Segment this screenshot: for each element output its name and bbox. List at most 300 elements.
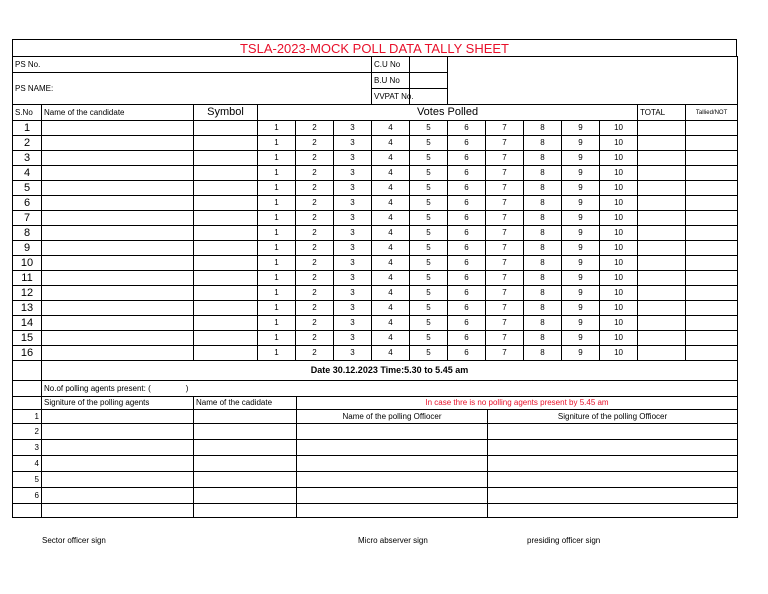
vote-number-cell[interactable]: 7 bbox=[486, 301, 524, 316]
candidate-sno: 14 bbox=[13, 316, 42, 331]
candidate-sno: 12 bbox=[13, 286, 42, 301]
candidate-symbol-cell[interactable] bbox=[194, 151, 258, 166]
agent-sign-cell[interactable] bbox=[42, 456, 194, 472]
agent-sign-cell[interactable] bbox=[42, 424, 194, 440]
candidate-name-cell[interactable] bbox=[42, 271, 194, 286]
vote-number-cell[interactable]: 2 bbox=[296, 226, 334, 241]
candidate-row bbox=[13, 301, 738, 316]
vote-number-cell[interactable]: 9 bbox=[562, 226, 600, 241]
vote-number-cell[interactable]: 10 bbox=[600, 301, 638, 316]
candidate-name-cell[interactable] bbox=[42, 196, 194, 211]
candidate-name-cell[interactable] bbox=[42, 301, 194, 316]
vote-number-cell[interactable]: 2 bbox=[296, 211, 334, 226]
candidate-symbol-cell[interactable] bbox=[194, 121, 258, 136]
vote-number-cell[interactable]: 5 bbox=[410, 211, 448, 226]
vote-number-cell[interactable]: 4 bbox=[372, 301, 410, 316]
vote-number-cell[interactable]: 1 bbox=[258, 241, 296, 256]
total-cell[interactable] bbox=[638, 136, 686, 151]
tallied-cell[interactable] bbox=[686, 166, 738, 181]
vote-number-cell[interactable]: 5 bbox=[410, 136, 448, 151]
vote-number-cell[interactable]: 4 bbox=[372, 286, 410, 301]
vote-number-cell[interactable]: 6 bbox=[448, 196, 486, 211]
candidate-symbol-cell[interactable] bbox=[194, 346, 258, 361]
vote-number-cell[interactable]: 4 bbox=[372, 181, 410, 196]
vote-number-cell[interactable]: 1 bbox=[258, 181, 296, 196]
vote-number-cell[interactable]: 7 bbox=[486, 316, 524, 331]
vote-number-cell[interactable]: 3 bbox=[334, 196, 372, 211]
vote-number-cell[interactable]: 9 bbox=[562, 256, 600, 271]
candidate-symbol-cell[interactable] bbox=[194, 136, 258, 151]
candidate-symbol-cell[interactable] bbox=[194, 286, 258, 301]
candidate-symbol-cell[interactable] bbox=[194, 316, 258, 331]
vote-number-cell[interactable]: 8 bbox=[524, 181, 562, 196]
vote-number-cell[interactable]: 7 bbox=[486, 211, 524, 226]
vote-number-cell[interactable]: 4 bbox=[372, 316, 410, 331]
candidate-row bbox=[13, 196, 738, 211]
vote-number-cell[interactable]: 2 bbox=[296, 136, 334, 151]
vote-number-cell[interactable]: 6 bbox=[448, 271, 486, 286]
total-cell[interactable] bbox=[638, 286, 686, 301]
votes-table bbox=[12, 104, 738, 361]
vote-number-cell[interactable]: 5 bbox=[410, 286, 448, 301]
vote-number-cell[interactable]: 7 bbox=[486, 151, 524, 166]
vvpat-no-label: VVPAT No. bbox=[372, 89, 410, 105]
candidate-name-cell[interactable] bbox=[42, 121, 194, 136]
vote-number-cell[interactable]: 8 bbox=[524, 331, 562, 346]
candidate-symbol-cell[interactable] bbox=[194, 166, 258, 181]
candidate-row bbox=[13, 346, 738, 361]
total-cell[interactable] bbox=[638, 331, 686, 346]
candidate-name-cell[interactable] bbox=[42, 316, 194, 331]
tallied-cell[interactable] bbox=[686, 181, 738, 196]
agent-row bbox=[13, 440, 738, 456]
vote-number-cell[interactable]: 2 bbox=[296, 271, 334, 286]
candidate-name-cell[interactable] bbox=[42, 241, 194, 256]
vote-number-cell[interactable]: 6 bbox=[448, 316, 486, 331]
vote-number-cell[interactable]: 7 bbox=[486, 136, 524, 151]
agent-sign-cell[interactable] bbox=[42, 488, 194, 504]
candidate-symbol-cell[interactable] bbox=[194, 301, 258, 316]
officer-sign-cell[interactable] bbox=[488, 472, 738, 488]
tallied-cell[interactable] bbox=[686, 301, 738, 316]
vote-number-cell[interactable]: 4 bbox=[372, 196, 410, 211]
vote-number-cell[interactable]: 4 bbox=[372, 211, 410, 226]
candidate-sno: 2 bbox=[13, 136, 42, 151]
vote-number-cell[interactable]: 9 bbox=[562, 241, 600, 256]
bu-no-field[interactable] bbox=[410, 73, 448, 89]
candidate-symbol-cell[interactable] bbox=[194, 211, 258, 226]
candidate-row bbox=[13, 211, 738, 226]
vote-number-cell[interactable]: 7 bbox=[486, 241, 524, 256]
vote-number-cell[interactable]: 1 bbox=[258, 301, 296, 316]
vote-number-cell[interactable]: 8 bbox=[524, 136, 562, 151]
candidate-symbol-cell[interactable] bbox=[194, 271, 258, 286]
vote-number-cell[interactable]: 5 bbox=[410, 271, 448, 286]
vote-number-cell[interactable]: 8 bbox=[524, 226, 562, 241]
total-cell[interactable] bbox=[638, 256, 686, 271]
vote-number-cell[interactable]: 5 bbox=[410, 301, 448, 316]
agent-sign-cell[interactable] bbox=[42, 410, 194, 424]
tallied-cell[interactable] bbox=[686, 151, 738, 166]
vote-number-cell[interactable]: 6 bbox=[448, 211, 486, 226]
cu-no-label: C.U No bbox=[372, 57, 410, 73]
vote-number-cell[interactable]: 4 bbox=[372, 331, 410, 346]
vote-number-cell[interactable]: 1 bbox=[258, 271, 296, 286]
candidate-name-cell[interactable] bbox=[42, 226, 194, 241]
vote-number-cell[interactable]: 1 bbox=[258, 196, 296, 211]
vote-number-cell[interactable]: 10 bbox=[600, 241, 638, 256]
vote-number-cell[interactable]: 2 bbox=[296, 256, 334, 271]
agent-sign-label: Signiture of the polling agents bbox=[42, 397, 194, 410]
vote-number-cell[interactable]: 9 bbox=[562, 211, 600, 226]
tallied-cell[interactable] bbox=[686, 226, 738, 241]
candidate-name-cell[interactable] bbox=[42, 331, 194, 346]
vote-number-cell[interactable]: 3 bbox=[334, 346, 372, 361]
candidate-name-cell[interactable] bbox=[42, 181, 194, 196]
vote-number-cell[interactable]: 3 bbox=[334, 301, 372, 316]
officer-sign-cell[interactable] bbox=[488, 456, 738, 472]
vote-number-cell[interactable]: 8 bbox=[524, 196, 562, 211]
vote-number-cell[interactable]: 8 bbox=[524, 286, 562, 301]
candidate-symbol-cell[interactable] bbox=[194, 241, 258, 256]
vote-number-cell[interactable]: 9 bbox=[562, 286, 600, 301]
vote-number-cell[interactable]: 1 bbox=[258, 226, 296, 241]
vote-number-cell[interactable]: 6 bbox=[448, 151, 486, 166]
vote-number-cell[interactable]: 2 bbox=[296, 166, 334, 181]
total-cell[interactable] bbox=[638, 121, 686, 136]
ps-no-label: PS No. bbox=[13, 57, 372, 73]
candidate-row bbox=[13, 316, 738, 331]
sector-officer-sign: Sector officer sign bbox=[42, 536, 106, 545]
vote-number-cell[interactable]: 8 bbox=[524, 121, 562, 136]
cu-no-field[interactable] bbox=[410, 57, 448, 73]
agent-candidate-cell[interactable] bbox=[194, 440, 297, 456]
candidate-row bbox=[13, 271, 738, 286]
vote-number-cell[interactable]: 3 bbox=[334, 136, 372, 151]
officer-sign-label: Signiture of the polling Offiocer bbox=[488, 410, 738, 424]
tallied-cell[interactable] bbox=[686, 286, 738, 301]
vote-number-cell[interactable]: 9 bbox=[562, 136, 600, 151]
no-agents-note: In case thre is no polling agents present by 5.45 am bbox=[297, 397, 738, 410]
officer-sign-cell[interactable] bbox=[488, 488, 738, 504]
tallied-cell[interactable] bbox=[686, 121, 738, 136]
officer-name-cell[interactable] bbox=[297, 440, 488, 456]
vote-number-cell[interactable]: 9 bbox=[562, 196, 600, 211]
vote-number-cell[interactable]: 7 bbox=[486, 331, 524, 346]
vote-number-cell[interactable]: 5 bbox=[410, 331, 448, 346]
vote-number-cell[interactable]: 8 bbox=[524, 166, 562, 181]
vote-number-cell[interactable]: 3 bbox=[334, 241, 372, 256]
candidate-sno: 8 bbox=[13, 226, 42, 241]
vote-number-cell[interactable]: 8 bbox=[524, 271, 562, 286]
vote-number-cell[interactable]: 6 bbox=[448, 256, 486, 271]
tallied-cell[interactable] bbox=[686, 316, 738, 331]
bu-no-label: B.U No bbox=[372, 73, 410, 89]
vote-number-cell[interactable]: 9 bbox=[562, 271, 600, 286]
officer-name-cell[interactable] bbox=[297, 472, 488, 488]
vote-number-cell[interactable]: 1 bbox=[258, 346, 296, 361]
vote-number-cell[interactable]: 10 bbox=[600, 151, 638, 166]
agent-candidate-cell[interactable] bbox=[194, 424, 297, 440]
vote-number-cell[interactable]: 9 bbox=[562, 301, 600, 316]
vote-number-cell[interactable]: 3 bbox=[334, 226, 372, 241]
vote-number-cell[interactable]: 10 bbox=[600, 121, 638, 136]
candidate-symbol-cell[interactable] bbox=[194, 331, 258, 346]
vote-number-cell[interactable]: 6 bbox=[448, 226, 486, 241]
vote-number-cell[interactable]: 3 bbox=[334, 256, 372, 271]
candidate-sno: 13 bbox=[13, 301, 42, 316]
vote-number-cell[interactable]: 7 bbox=[486, 166, 524, 181]
officer-name-cell[interactable] bbox=[297, 488, 488, 504]
vote-number-cell[interactable]: 8 bbox=[524, 151, 562, 166]
officer-name-cell[interactable] bbox=[297, 456, 488, 472]
vote-number-cell[interactable]: 1 bbox=[258, 331, 296, 346]
agent-candidate-cell[interactable] bbox=[194, 410, 297, 424]
vote-number-cell[interactable]: 6 bbox=[448, 331, 486, 346]
vote-number-cell[interactable]: 1 bbox=[258, 151, 296, 166]
candidate-name-cell[interactable] bbox=[42, 151, 194, 166]
vote-number-cell[interactable]: 8 bbox=[524, 211, 562, 226]
candidate-row bbox=[13, 256, 738, 271]
candidate-sno: 5 bbox=[13, 181, 42, 196]
vote-number-cell[interactable]: 4 bbox=[372, 136, 410, 151]
vote-number-cell[interactable]: 4 bbox=[372, 346, 410, 361]
vote-number-cell[interactable]: 4 bbox=[372, 166, 410, 181]
vote-number-cell[interactable]: 1 bbox=[258, 166, 296, 181]
vote-number-cell[interactable]: 6 bbox=[448, 121, 486, 136]
symbol-header: Symbol bbox=[194, 105, 258, 121]
total-cell[interactable] bbox=[638, 181, 686, 196]
candidate-name-cell[interactable] bbox=[42, 136, 194, 151]
vote-number-cell[interactable]: 9 bbox=[562, 121, 600, 136]
vote-number-cell[interactable]: 1 bbox=[258, 211, 296, 226]
agent-candidate-cell[interactable] bbox=[194, 472, 297, 488]
vote-number-cell[interactable]: 6 bbox=[448, 346, 486, 361]
vote-number-cell[interactable]: 8 bbox=[524, 241, 562, 256]
agents-table bbox=[12, 360, 738, 518]
vote-number-cell[interactable]: 2 bbox=[296, 301, 334, 316]
agent-sign-cell[interactable] bbox=[42, 440, 194, 456]
candidate-symbol-cell[interactable] bbox=[194, 256, 258, 271]
candidate-name-cell[interactable] bbox=[42, 256, 194, 271]
candidate-row bbox=[13, 241, 738, 256]
vote-number-cell[interactable]: 5 bbox=[410, 151, 448, 166]
candidate-row bbox=[13, 286, 738, 301]
vote-number-cell[interactable]: 6 bbox=[448, 301, 486, 316]
vote-number-cell[interactable]: 1 bbox=[258, 136, 296, 151]
vote-number-cell[interactable]: 5 bbox=[410, 181, 448, 196]
vote-number-cell[interactable]: 9 bbox=[562, 331, 600, 346]
vote-number-cell[interactable]: 6 bbox=[448, 286, 486, 301]
vote-number-cell[interactable]: 4 bbox=[372, 271, 410, 286]
vote-number-cell[interactable]: 5 bbox=[410, 196, 448, 211]
candidate-symbol-cell[interactable] bbox=[194, 226, 258, 241]
candidate-symbol-cell[interactable] bbox=[194, 196, 258, 211]
vote-number-cell[interactable]: 10 bbox=[600, 196, 638, 211]
tallied-cell[interactable] bbox=[686, 331, 738, 346]
vote-number-cell[interactable]: 9 bbox=[562, 181, 600, 196]
total-cell[interactable] bbox=[638, 271, 686, 286]
agent-candidate-cell[interactable] bbox=[194, 488, 297, 504]
candidate-sno: 4 bbox=[13, 166, 42, 181]
vote-number-cell[interactable]: 4 bbox=[372, 226, 410, 241]
vote-number-cell[interactable]: 3 bbox=[334, 316, 372, 331]
vote-number-cell[interactable]: 8 bbox=[524, 316, 562, 331]
vote-number-cell[interactable]: 2 bbox=[296, 331, 334, 346]
agents-present-close: ) bbox=[185, 383, 189, 393]
vote-number-cell[interactable]: 9 bbox=[562, 166, 600, 181]
vote-number-cell[interactable]: 9 bbox=[562, 151, 600, 166]
vote-number-cell[interactable]: 3 bbox=[334, 181, 372, 196]
vote-number-cell[interactable]: 2 bbox=[296, 316, 334, 331]
vote-number-cell[interactable]: 3 bbox=[334, 211, 372, 226]
vote-number-cell[interactable]: 6 bbox=[448, 181, 486, 196]
vote-number-cell[interactable]: 9 bbox=[562, 316, 600, 331]
vote-number-cell[interactable]: 2 bbox=[296, 181, 334, 196]
vote-number-cell[interactable]: 1 bbox=[258, 286, 296, 301]
vote-number-cell[interactable]: 7 bbox=[486, 121, 524, 136]
info-blank bbox=[448, 57, 738, 105]
vote-number-cell[interactable]: 3 bbox=[334, 151, 372, 166]
vote-number-cell[interactable]: 5 bbox=[410, 226, 448, 241]
vote-number-cell[interactable]: 10 bbox=[600, 181, 638, 196]
vote-number-cell[interactable]: 3 bbox=[334, 331, 372, 346]
total-cell[interactable] bbox=[638, 196, 686, 211]
agent-row bbox=[13, 472, 738, 488]
vote-number-cell[interactable]: 4 bbox=[372, 256, 410, 271]
vote-number-cell[interactable]: 10 bbox=[600, 346, 638, 361]
vote-number-cell[interactable]: 6 bbox=[448, 136, 486, 151]
officer-sign-cell[interactable] bbox=[488, 424, 738, 440]
agent-row-number: 3 bbox=[13, 440, 42, 456]
candidate-sno: 15 bbox=[13, 331, 42, 346]
vote-number-cell[interactable]: 2 bbox=[296, 151, 334, 166]
tallied-cell[interactable] bbox=[686, 196, 738, 211]
vote-number-cell[interactable]: 10 bbox=[600, 271, 638, 286]
vote-number-cell[interactable]: 10 bbox=[600, 331, 638, 346]
vote-number-cell[interactable]: 3 bbox=[334, 286, 372, 301]
candidate-name-cell[interactable] bbox=[42, 211, 194, 226]
total-cell[interactable] bbox=[638, 241, 686, 256]
vote-number-cell[interactable]: 10 bbox=[600, 166, 638, 181]
vote-number-cell[interactable]: 8 bbox=[524, 346, 562, 361]
vote-number-cell[interactable]: 4 bbox=[372, 241, 410, 256]
candidate-name-cell[interactable] bbox=[42, 346, 194, 361]
vote-number-cell[interactable]: 5 bbox=[410, 121, 448, 136]
officer-name-label: Name of the polling Offiocer bbox=[297, 410, 488, 424]
vote-number-cell[interactable]: 10 bbox=[600, 286, 638, 301]
agent-row-number: 6 bbox=[13, 488, 42, 504]
vote-number-cell[interactable]: 1 bbox=[258, 316, 296, 331]
tallied-cell[interactable] bbox=[686, 271, 738, 286]
vote-number-cell[interactable]: 10 bbox=[600, 211, 638, 226]
total-cell[interactable] bbox=[638, 346, 686, 361]
vote-number-cell[interactable]: 3 bbox=[334, 121, 372, 136]
agent-sign-cell[interactable] bbox=[42, 472, 194, 488]
vote-number-cell[interactable]: 5 bbox=[410, 346, 448, 361]
candidate-name-cell[interactable] bbox=[42, 166, 194, 181]
candidate-row bbox=[13, 166, 738, 181]
tallied-cell[interactable] bbox=[686, 211, 738, 226]
vote-number-cell[interactable]: 10 bbox=[600, 256, 638, 271]
vote-number-cell[interactable]: 8 bbox=[524, 301, 562, 316]
title-table bbox=[12, 39, 737, 57]
vote-number-cell[interactable]: 10 bbox=[600, 136, 638, 151]
total-cell[interactable] bbox=[638, 226, 686, 241]
total-cell[interactable] bbox=[638, 301, 686, 316]
officer-name-cell[interactable] bbox=[297, 424, 488, 440]
candidate-sno: 10 bbox=[13, 256, 42, 271]
candidate-name-label: Name of the cadidate bbox=[194, 397, 297, 410]
vote-number-cell[interactable]: 7 bbox=[486, 226, 524, 241]
agent-row-number: 4 bbox=[13, 456, 42, 472]
vote-number-cell[interactable]: 3 bbox=[334, 166, 372, 181]
candidate-row bbox=[13, 151, 738, 166]
vote-number-cell[interactable]: 2 bbox=[296, 196, 334, 211]
candidate-row bbox=[13, 226, 738, 241]
agent-candidate-cell[interactable] bbox=[194, 456, 297, 472]
vote-number-cell[interactable]: 10 bbox=[600, 226, 638, 241]
vote-number-cell[interactable]: 4 bbox=[372, 121, 410, 136]
vote-number-cell[interactable]: 2 bbox=[296, 346, 334, 361]
vote-number-cell[interactable]: 6 bbox=[448, 166, 486, 181]
vote-number-cell[interactable]: 5 bbox=[410, 316, 448, 331]
total-cell[interactable] bbox=[638, 166, 686, 181]
tallied-cell[interactable] bbox=[686, 241, 738, 256]
tallied-cell[interactable] bbox=[686, 256, 738, 271]
vote-number-cell[interactable]: 7 bbox=[486, 196, 524, 211]
officer-sign-cell[interactable] bbox=[488, 440, 738, 456]
total-cell[interactable] bbox=[638, 211, 686, 226]
candidate-symbol-cell[interactable] bbox=[194, 181, 258, 196]
vote-number-cell[interactable]: 8 bbox=[524, 256, 562, 271]
vote-number-cell[interactable]: 7 bbox=[486, 286, 524, 301]
candidate-row bbox=[13, 181, 738, 196]
tallied-cell[interactable] bbox=[686, 346, 738, 361]
vote-number-cell[interactable]: 1 bbox=[258, 121, 296, 136]
vote-number-cell[interactable]: 1 bbox=[258, 256, 296, 271]
candidate-sno: 11 bbox=[13, 271, 42, 286]
vote-number-cell[interactable]: 7 bbox=[486, 271, 524, 286]
vote-number-cell[interactable]: 6 bbox=[448, 241, 486, 256]
votes-polled-header: Votes Polled bbox=[258, 105, 638, 121]
candidate-row bbox=[13, 121, 738, 136]
total-cell[interactable] bbox=[638, 316, 686, 331]
vvpat-no-field[interactable] bbox=[410, 89, 448, 105]
vote-number-cell[interactable]: 5 bbox=[410, 166, 448, 181]
vote-number-cell[interactable]: 5 bbox=[410, 256, 448, 271]
vote-number-cell[interactable]: 2 bbox=[296, 286, 334, 301]
agents-present-row bbox=[42, 381, 738, 397]
total-cell[interactable] bbox=[638, 151, 686, 166]
vote-number-cell[interactable]: 7 bbox=[486, 256, 524, 271]
tallied-cell[interactable] bbox=[686, 136, 738, 151]
info-table bbox=[12, 56, 738, 105]
vote-number-cell[interactable]: 7 bbox=[486, 181, 524, 196]
vote-number-cell[interactable]: 5 bbox=[410, 241, 448, 256]
vote-number-cell[interactable]: 2 bbox=[296, 241, 334, 256]
candidate-name-header: Name of the candidate bbox=[42, 105, 194, 121]
agent-row bbox=[13, 488, 738, 504]
candidate-name-cell[interactable] bbox=[42, 286, 194, 301]
vote-number-cell[interactable]: 2 bbox=[296, 121, 334, 136]
vote-number-cell[interactable]: 3 bbox=[334, 271, 372, 286]
agent-row-number: 1 bbox=[13, 410, 42, 424]
vote-number-cell[interactable]: 4 bbox=[372, 151, 410, 166]
vote-number-cell[interactable]: 10 bbox=[600, 316, 638, 331]
vote-number-cell[interactable]: 9 bbox=[562, 346, 600, 361]
vote-number-cell[interactable]: 7 bbox=[486, 346, 524, 361]
